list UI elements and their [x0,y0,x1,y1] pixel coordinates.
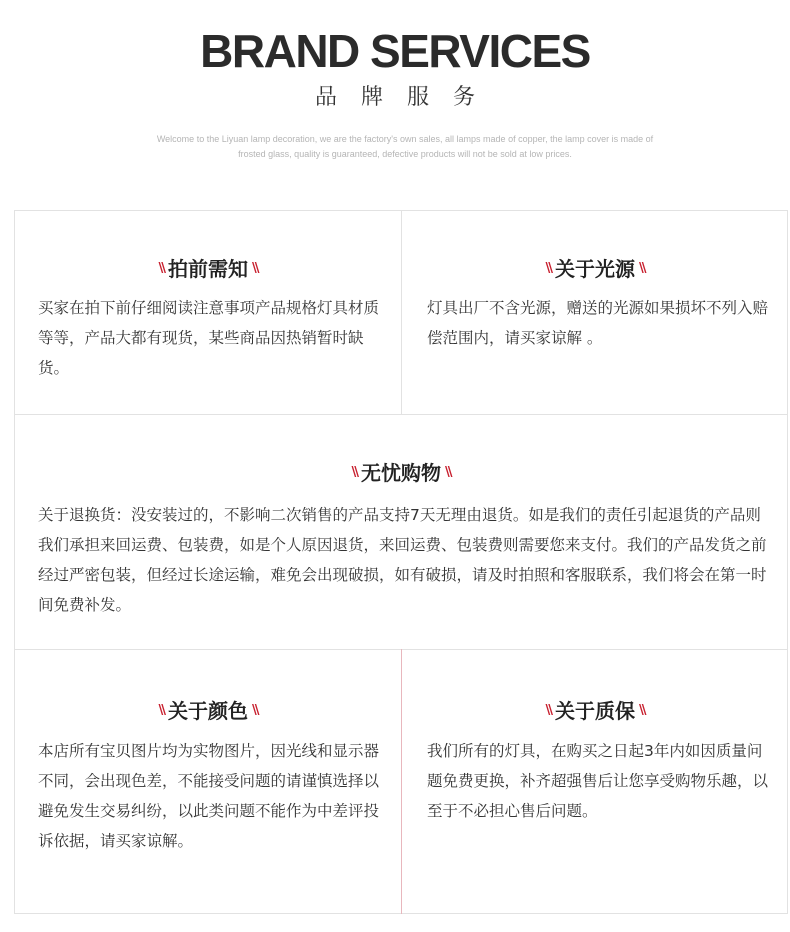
section-title-text: 关于颜色 [168,699,248,723]
section-title-text: 关于光源 [555,257,635,281]
section-title [15,255,401,285]
section-body: 本店所有宝贝图片均为实物图片，因光线和显示器不同，会出现色差，不能接受问题的请谨慎选择以避免发生交易纠纷，以此类问题不能作为中差评投诉依据，请买家谅解。 [38,742,380,850]
section-title-text: 关于质保 [555,699,635,723]
section-color [15,650,401,914]
decor-mark-icon: \\ [545,702,551,718]
decor-mark-icon: \\ [351,464,357,480]
decor-mark-icon: \\ [445,464,451,480]
section-warranty [402,650,788,914]
decor-mark-icon: \\ [158,702,164,718]
decor-mark-icon: \\ [252,702,258,718]
decor-mark-icon: \\ [639,702,645,718]
decor-mark-icon: \\ [545,260,551,276]
section-title [402,255,788,285]
section-light-source [402,211,788,414]
brand-description: Welcome to the Liyuan lamp decoration, we are the factory's own sales, all lamps made of copper, the lamp cover is made of frosted glass, quality is guaranteed, defective products will not be sold at low prices. [156,134,654,159]
section-body: 我们所有的灯具，在购买之日起3年内如因质量问题免费更换，补齐超强售后让您享受购物乐趣，以至于不必担心售后问题。 [427,742,769,820]
section-title-text: 无忧购物 [361,461,441,485]
section-worry-free [15,415,787,649]
section-body: 关于退换货：没安装过的，不影响二次销售的产品支持7天无理由退货。如是我们的责任引起退货的产品则我们承担来回运费、包装费，如是个人原因退货，来回运费、包装费则需要您来支付。我们的产品发货之前经过严密包装，但经过长途运输，难免会出现破损，如有破损，请及时拍照和客服联系，我们将会在第一时间免费补发。 [38,506,767,614]
section-body: 买家在拍下前仔细阅读注意事项产品规格灯具材质等等，产品大都有现货，某些商品因热销暂时缺货。 [38,299,380,377]
section-title-text: 拍前需知 [168,257,248,281]
section-title [15,697,401,727]
section-body: 灯具出厂不含光源，赠送的光源如果损坏不列入赔偿范围内，请买家谅解 。 [427,299,769,347]
section-title [15,459,787,489]
decor-mark-icon: \\ [252,260,258,276]
services-grid [14,210,788,914]
decor-mark-icon: \\ [158,260,164,276]
brand-subtitle: 品牌服务 [314,85,499,110]
brand-title: BRAND SERVICES [200,25,590,77]
decor-mark-icon: \\ [639,260,645,276]
section-before-purchase [15,211,401,414]
section-title [402,697,788,727]
